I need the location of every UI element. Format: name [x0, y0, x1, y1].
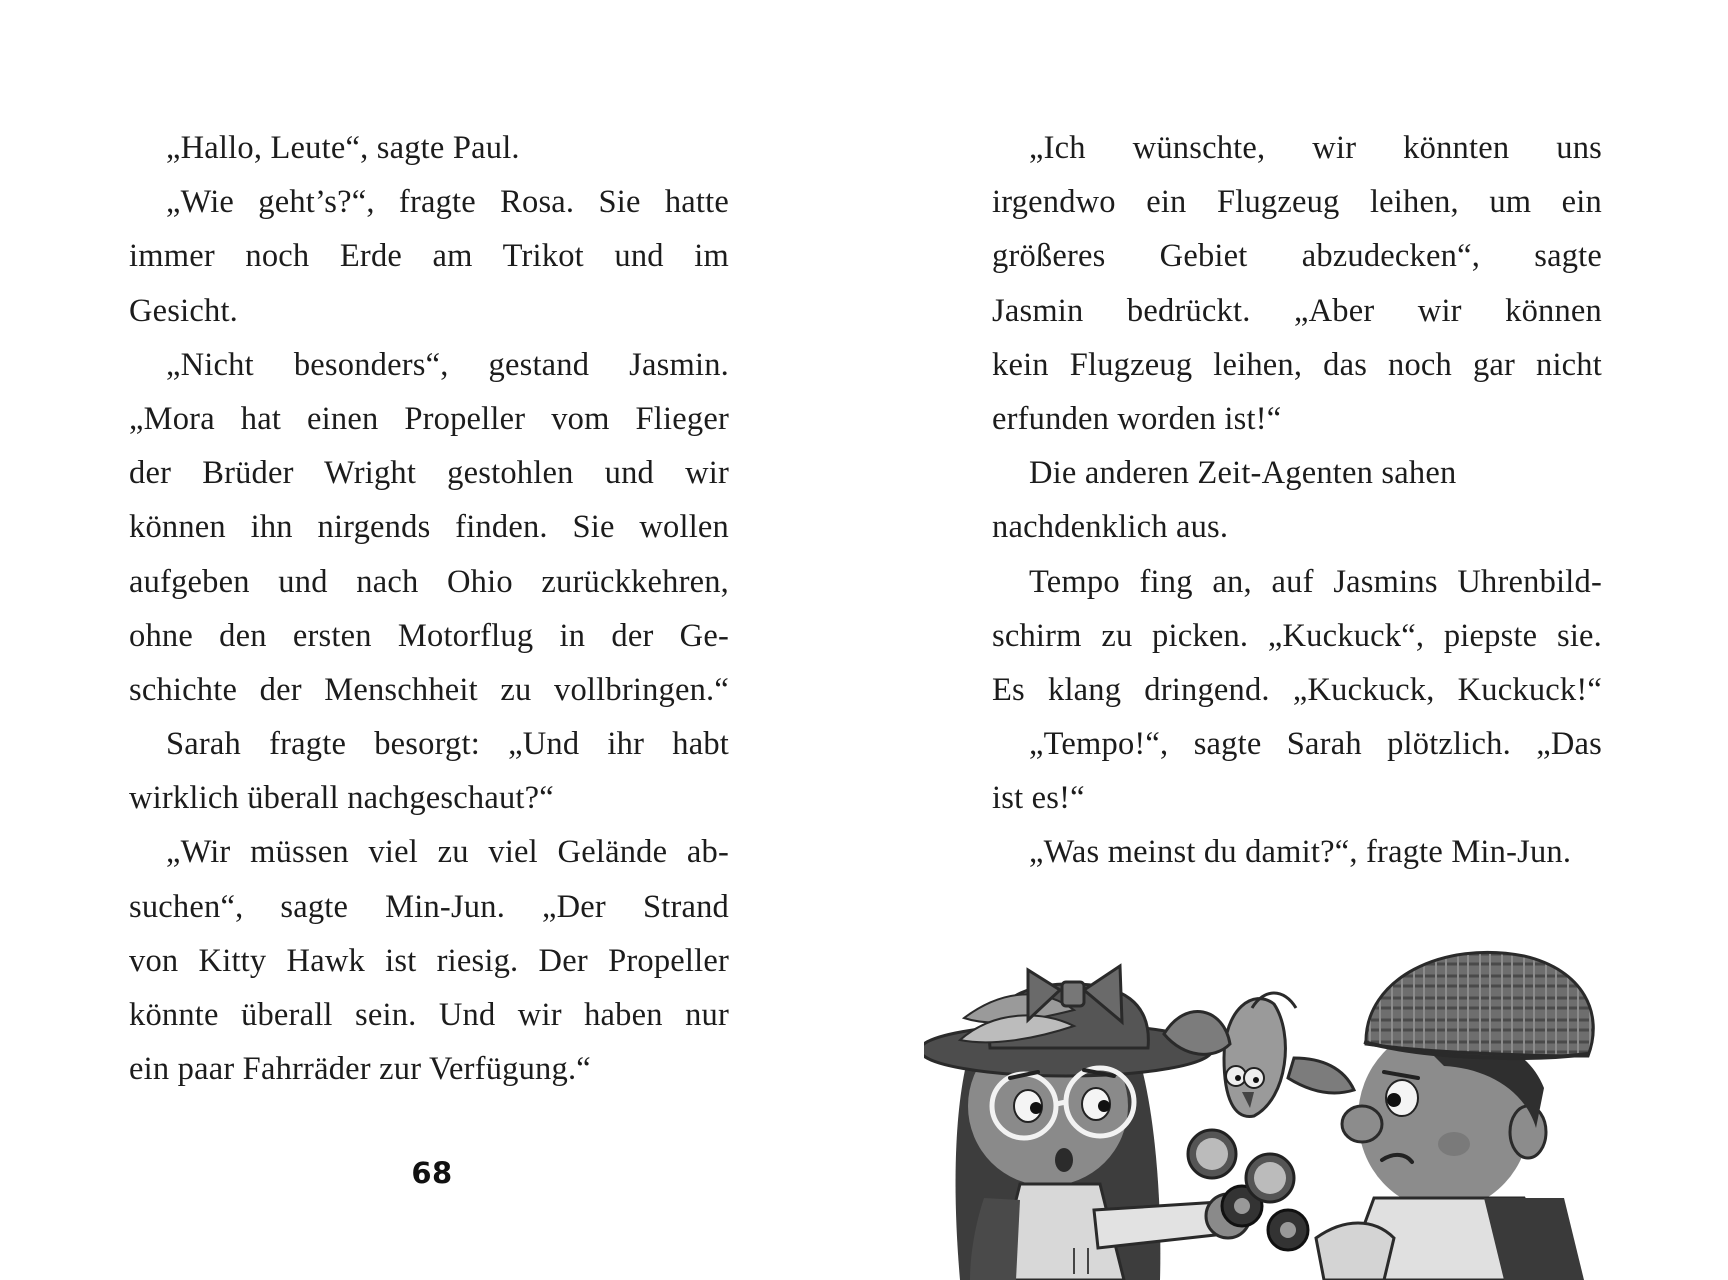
text-line: erfunden worden ist!“	[992, 400, 1282, 437]
text-line: Jasmin bedrückt. „Aber wir können	[992, 292, 1602, 329]
girl-figure	[924, 966, 1262, 1280]
text-line: „Was meinst du damit?“, fragte Min-Jun.	[1029, 834, 1572, 871]
text-line: kein Flugzeug leihen, das noch gar nicht	[992, 346, 1602, 383]
text-line: „Tempo!“, sagte Sarah plötzlich. „Das	[1029, 726, 1602, 763]
text-line: schichte der Menschheit zu vollbringen.“	[129, 671, 729, 708]
text-line: Gesicht.	[129, 292, 239, 329]
text-line: „Nicht besonders“, gestand Jasmin.	[166, 346, 729, 383]
text-line: könnte überall sein. Und wir haben nur	[129, 997, 729, 1033]
text-line: größeres Gebiet abzudecken“, sagte	[992, 238, 1602, 275]
text-line: der Brüder Wright gestohlen und wir	[129, 455, 729, 492]
text-line: Sarah fragte besorgt: „Und ihr habt	[166, 726, 729, 763]
text-line: ohne den ersten Motorflug in der Ge-	[129, 617, 729, 654]
text-line: Die anderen Zeit-Agenten sahen	[1029, 455, 1457, 492]
text-line: Es klang dringend. „Kuckuck, Kuckuck!“	[992, 671, 1602, 708]
text-line: irgendwo ein Flugzeug leihen, um ein	[992, 184, 1602, 221]
text-line: von Kitty Hawk ist riesig. Der Propeller	[129, 942, 729, 979]
text-line: ein paar Fahrräder zur Verfügung.“	[129, 1051, 591, 1088]
text-line: können ihn nirgends finden. Sie wollen	[129, 509, 729, 546]
children-with-bird-illustration	[924, 948, 1662, 1280]
text-line: nachdenklich aus.	[992, 509, 1229, 546]
text-line: „Wie geht’s?“, fragte Rosa. Sie hatte	[166, 184, 729, 221]
text-line: immer noch Erde am Trikot und im	[129, 238, 729, 275]
text-line: wirklich überall nachgeschaut?“	[129, 780, 554, 817]
text-line: schirm zu picken. „Kuckuck“, piepste sie.	[992, 617, 1602, 654]
text-line: ist es!“	[992, 780, 1085, 817]
right-page-text	[992, 121, 1602, 880]
text-line: „Hallo, Leute“, sagte Paul.	[166, 130, 520, 166]
text-line: Tempo fing an, auf Jasmins Uhrenbild-	[1029, 563, 1602, 600]
text-line: „Mora hat einen Propeller vom Flieger	[129, 400, 729, 437]
left-page-text	[129, 121, 729, 1096]
boy-figure	[1316, 952, 1593, 1280]
text-line: „Ich wünschte, wir könnten uns	[1029, 130, 1602, 166]
page-number: 68	[411, 1156, 453, 1190]
text-line: aufgeben und nach Ohio zurückkehren,	[129, 563, 729, 600]
text-line: suchen“, sagte Min-Jun. „Der Strand	[129, 888, 729, 925]
text-line: „Wir müssen viel zu viel Gelände ab-	[166, 834, 729, 871]
